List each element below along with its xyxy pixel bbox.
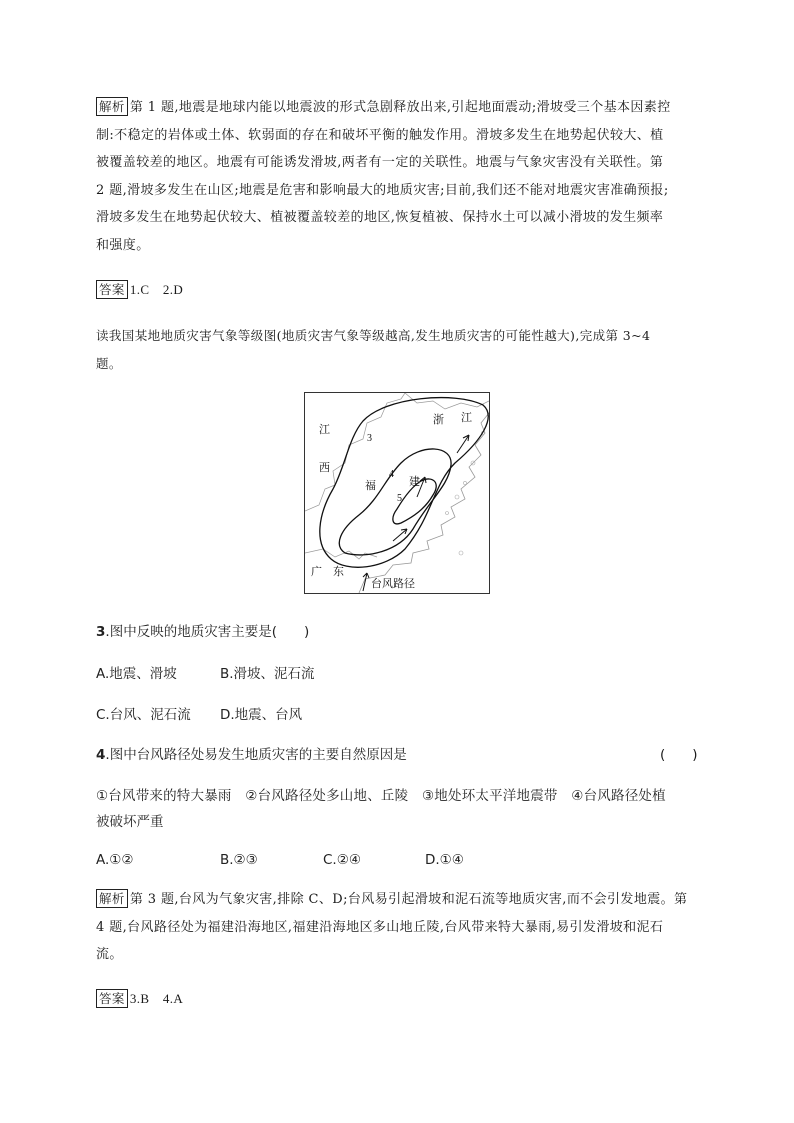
analysis-line: 制:不稳定的岩体或土体、软弱面的存在和破坏平衡的触发作用。滑坡多发生在地势起伏较大、植 [96,127,664,143]
q4-statements-line-2: 被破坏严重 [96,814,164,830]
answer-bracket: ( ) [660,747,698,763]
question-intro [96,322,696,377]
q3-option-a[interactable]: A.地震、滑坡 [96,666,177,682]
geologic-hazard-map [304,392,490,594]
q3-option-b[interactable]: B.滑坡、泥石流 [220,666,315,682]
analysis-line: 4 题,台风路径处为福建沿海地区,福建沿海地区多山地丘陵,台风带来特大暴雨,易引发滑坡和泥石 [96,919,664,935]
analysis-line: 和强度。 [96,237,150,253]
label-fujian-2: 建 [409,475,420,488]
contour-label-4: 4 [389,469,394,480]
label-fujian-1: 福 [365,479,376,492]
question-number: 3 [96,624,106,640]
question-3 [96,620,309,640]
question-4 [96,743,407,763]
province-boundary [305,393,405,511]
contour-label-3: 3 [367,433,372,444]
intro-line: 读我国某地地质灾害气象等级图(地质灾害气象等级越高,发生地质灾害的可能性越大),完成第 3~4 [96,328,651,343]
q4-option-b[interactable]: B.②③ [220,852,258,868]
label-jiangxi-1: 江 [319,423,330,436]
answer-tag: 答案 [96,989,128,1008]
islands [446,432,485,556]
question-stem: .图中台风路径处易发生地质灾害的主要自然原因是 [105,747,407,763]
answer-block-2 [96,985,696,1014]
analysis-line: 解析 第 3 题,台风为气象灾害,排除 C、D;台风易引起滑坡和泥石流等地质灾害,而不会引发地震。第 [96,886,696,914]
analysis-line: 解析 第 1 题,地震是地球内能以地震波的形式急剧释放出来,引起地面震动;滑坡受三个基本因素控 [96,94,696,122]
analysis-line: 被覆盖较差的地区。地震有可能诱发滑坡,两者有一定的关联性。地震与气象灾害没有关联性。第 [96,155,664,170]
province-boundary [405,393,489,409]
label-zhejiang-1: 浙 [433,413,444,426]
analysis-line: 2 题,滑坡多发生在山区;地震是危害和影响最大的地质灾害;目前,我们还不能对地震灾害准确预报; [96,182,669,198]
answer-tag: 答案 [96,280,128,299]
question-number: 4 [96,747,106,763]
q3-option-c[interactable]: C.台风、泥石流 [96,707,191,723]
contour-label-5: 5 [397,493,402,504]
analysis-tag: 解析 [96,97,128,116]
analysis-tag: 解析 [96,889,128,908]
answer-text: 1.C 2.D [129,282,184,297]
label-guangdong: 广 东 [311,565,344,578]
answer-text: 3.B 4.A [129,991,184,1006]
label-typhoon-path: 台风路径 [371,577,415,590]
q3-option-d[interactable]: D.地震、台风 [220,707,303,723]
analysis-line: 流。 [96,947,123,962]
intro-line: 题。 [96,355,122,371]
analysis-line: 滑坡多发生在地势起伏较大、植被覆盖较差的地区,恢复植被、保持水土可以减小滑坡的发生频率 [96,210,664,225]
analysis-block-2 [96,886,696,969]
answer-block-1 [96,276,696,305]
q4-option-a[interactable]: A.①② [96,852,134,868]
q4-option-c[interactable]: C.②④ [323,852,361,868]
analysis-block-1 [96,94,696,259]
question-stem: .图中反映的地质灾害主要是( ) [105,624,310,640]
map-svg [305,393,489,593]
label-zhejiang-2: 江 [461,411,472,424]
coastline [359,413,489,593]
q4-statements-line-1: ①台风带来的特大暴雨 ②台风路径处多山地、丘陵 ③地处环太平洋地震带 ④台风路径处植 [96,788,666,804]
label-jiangxi-2: 西 [319,461,330,474]
q4-option-d[interactable]: D.①④ [425,852,464,868]
province-boundary [305,549,377,559]
